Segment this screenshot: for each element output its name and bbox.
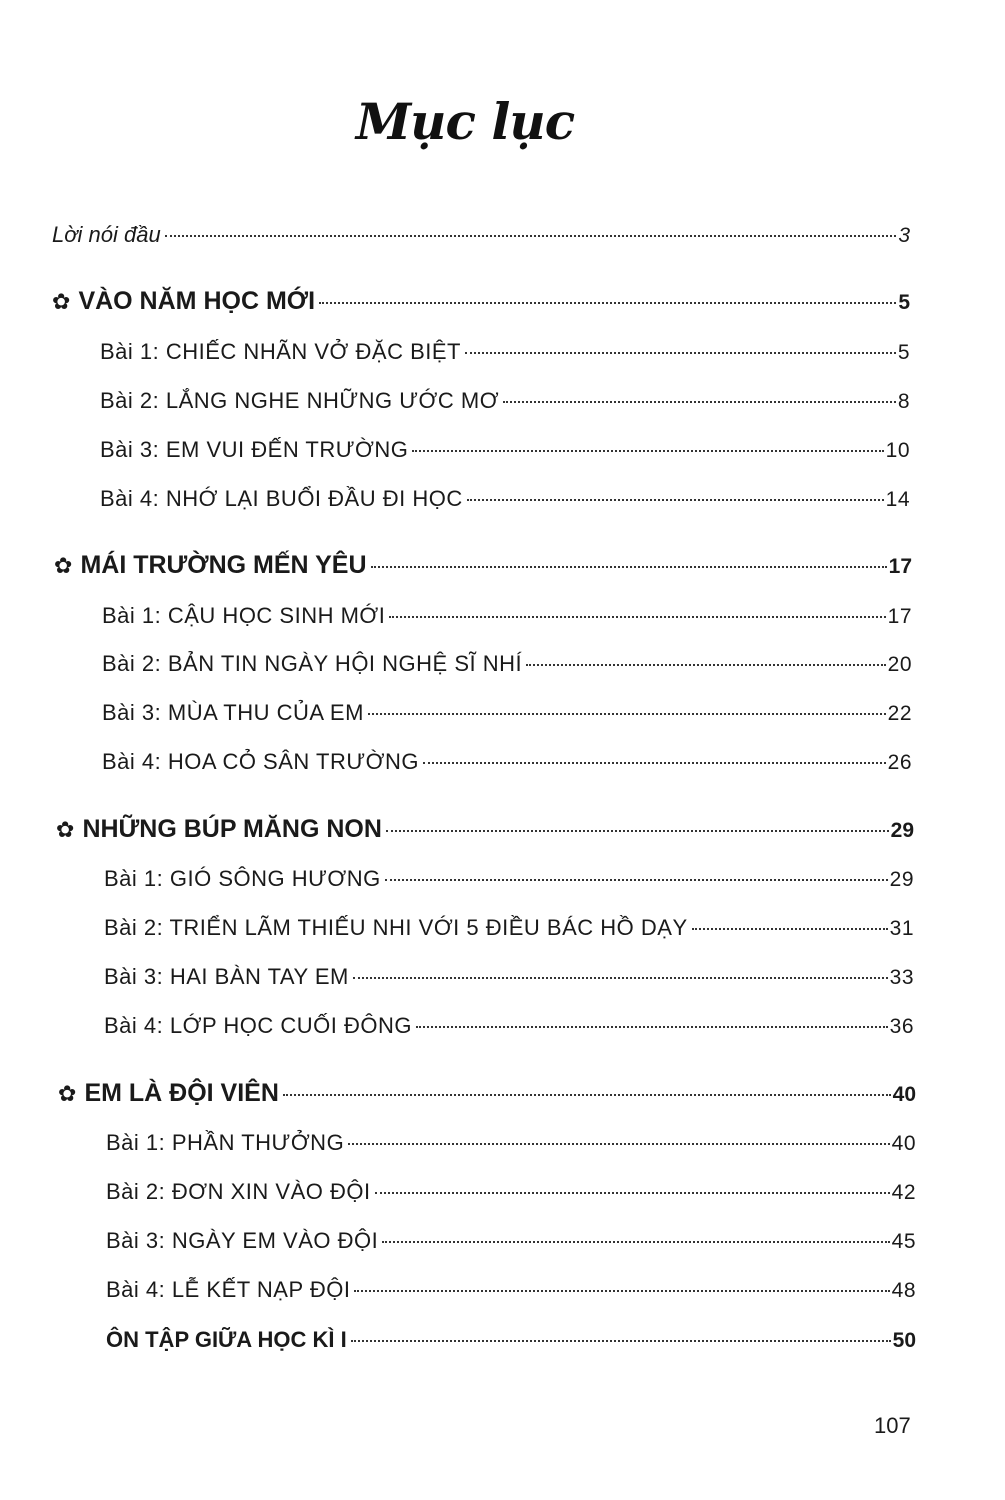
lesson-page: 45 (891, 1230, 916, 1253)
section-page: 29 (890, 819, 914, 842)
lesson-page: 42 (891, 1181, 916, 1204)
dot-leader (368, 713, 886, 715)
lesson-label: Bài 1: CẬU HỌC SINH MỚI (102, 603, 386, 628)
dot-leader (348, 1143, 889, 1145)
lesson-page: 14 (885, 488, 910, 511)
dot-leader (465, 352, 896, 354)
dot-leader (354, 1290, 889, 1292)
dot-leader (371, 566, 887, 568)
dot-leader (467, 499, 884, 501)
lesson-label: Bài 3: NGÀY EM VÀO ĐỘI (106, 1228, 379, 1253)
dot-leader (416, 1026, 888, 1028)
flower-bullet-icon: ✿ (52, 289, 71, 314)
section-page: 5 (898, 291, 910, 314)
dot-leader (386, 830, 889, 832)
dot-leader (412, 450, 883, 452)
entry-label: ÔN TẬP GIỮA HỌC KÌ I (106, 1327, 347, 1352)
lesson-label: Bài 3: MÙA THU CỦA EM (102, 700, 364, 725)
toc-lesson[interactable] (106, 1179, 916, 1213)
page-title: Mục lục (355, 92, 575, 151)
lesson-label: Bài 1: GIÓ SÔNG HƯƠNG (104, 866, 381, 891)
toc-lesson[interactable] (102, 749, 912, 783)
lesson-label: Bài 4: LỄ KẾT NẠP ĐỘI (106, 1277, 351, 1302)
toc-lesson[interactable] (104, 1013, 914, 1047)
page-number: 107 (874, 1413, 911, 1438)
flower-bullet-icon: ✿ (54, 553, 73, 578)
dot-leader (351, 1340, 891, 1342)
toc-lesson[interactable] (104, 964, 914, 998)
dot-leader (375, 1192, 890, 1194)
lesson-page: 17 (887, 605, 912, 628)
toc-lesson[interactable] (102, 603, 912, 637)
entry-page: 50 (892, 1329, 916, 1352)
lesson-page: 10 (885, 439, 910, 462)
lesson-label: Bài 4: HOA CỎ SÂN TRƯỜNG (102, 749, 419, 774)
toc-section-2[interactable] (54, 551, 912, 585)
dot-leader (526, 664, 886, 666)
dot-leader (389, 616, 885, 618)
flower-bullet-icon: ✿ (56, 817, 75, 842)
dot-leader (353, 977, 888, 979)
lesson-page: 8 (897, 390, 910, 413)
section-title: MÁI TRƯỜNG MẾN YÊU (80, 551, 367, 579)
toc-lesson[interactable] (100, 339, 910, 373)
flower-bullet-icon: ✿ (58, 1081, 77, 1106)
toc-section-4[interactable] (58, 1079, 916, 1113)
toc-lesson[interactable] (104, 915, 914, 949)
entry-page: 3 (898, 224, 910, 247)
lesson-page: 33 (889, 966, 914, 989)
toc-entry-intro[interactable] (52, 222, 910, 256)
toc-section-1[interactable] (52, 287, 910, 321)
lesson-label: Bài 4: LỚP HỌC CUỐI ĐÔNG (104, 1013, 412, 1038)
dot-leader (385, 879, 888, 881)
lesson-page: 5 (897, 341, 910, 364)
dot-leader (283, 1094, 891, 1096)
entry-label: Lời nói đầu (52, 222, 161, 247)
toc-lesson[interactable] (100, 486, 910, 520)
lesson-page: 26 (887, 751, 912, 774)
toc-lesson[interactable] (100, 388, 910, 422)
lesson-label: Bài 1: PHẦN THƯỞNG (106, 1130, 345, 1155)
lesson-label: Bài 2: LẮNG NGHE NHỮNG ƯỚC MƠ (100, 388, 500, 413)
dot-leader (165, 235, 897, 237)
section-page: 40 (892, 1083, 916, 1106)
lesson-page: 48 (891, 1279, 916, 1302)
toc-lesson[interactable] (102, 700, 912, 734)
toc-entry-review[interactable] (106, 1327, 916, 1361)
toc-section-3[interactable] (56, 815, 914, 849)
lesson-page: 22 (887, 702, 912, 725)
lesson-page: 20 (887, 653, 912, 676)
lesson-label: Bài 2: ĐƠN XIN VÀO ĐỘI (106, 1179, 371, 1204)
toc-lesson[interactable] (100, 437, 910, 471)
dot-leader (319, 302, 896, 304)
toc-lesson[interactable] (106, 1228, 916, 1262)
dot-leader (382, 1241, 889, 1243)
dot-leader (503, 401, 896, 403)
lesson-page: 40 (891, 1132, 916, 1155)
lesson-page: 36 (889, 1015, 914, 1038)
section-title: NHỮNG BÚP MĂNG NON (82, 815, 382, 843)
toc-lesson[interactable] (106, 1130, 916, 1164)
dot-leader (423, 762, 886, 764)
lesson-label: Bài 2: TRIỂN LÃM THIẾU NHI VỚI 5 ĐIỀU BÁC HỒ DẠY (104, 915, 688, 940)
lesson-label: Bài 3: EM VUI ĐẾN TRƯỜNG (100, 437, 409, 462)
lesson-label: Bài 3: HAI BÀN TAY EM (104, 964, 349, 989)
dot-leader (692, 928, 888, 930)
section-title: EM LÀ ĐỘI VIÊN (84, 1079, 279, 1107)
section-title: VÀO NĂM HỌC MỚI (78, 287, 316, 315)
toc-lesson[interactable] (102, 651, 912, 685)
toc-lesson[interactable] (106, 1277, 916, 1311)
lesson-label: Bài 2: BẢN TIN NGÀY HỘI NGHỆ SĨ NHÍ (102, 651, 523, 676)
lesson-label: Bài 4: NHỚ LẠI BUỔI ĐẦU ĐI HỌC (100, 486, 463, 511)
lesson-label: Bài 1: CHIẾC NHÃN VỞ ĐẶC BIỆT (100, 339, 461, 364)
section-page: 17 (888, 555, 912, 578)
toc-lesson[interactable] (104, 866, 914, 900)
lesson-page: 31 (889, 917, 914, 940)
lesson-page: 29 (889, 868, 914, 891)
